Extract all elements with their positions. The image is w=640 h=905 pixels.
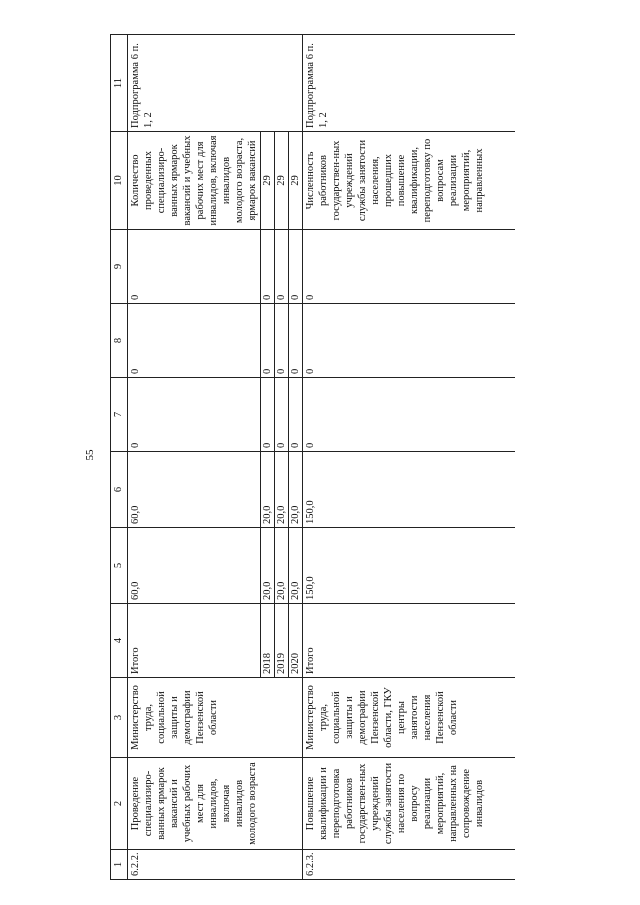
executor: Министерство труда, социальной защиты и демографии Пензенской области <box>128 678 303 758</box>
measure-name: Проведение специализиро-ванных ярмарок вакансий и учебных рабочих мест для инвалидов, включая инвалидов молодого возраста <box>128 758 303 850</box>
executor: Министерство труда, социальной защиты и демографии Пензенской области, ГКУ центры занятости населения Пензенской области <box>303 678 516 758</box>
total-value: 20,0 <box>289 528 303 604</box>
value-col7: 0 <box>261 378 275 452</box>
column-number: 7 <box>111 378 128 452</box>
total-value: 20,0 <box>261 528 275 604</box>
total-value: 60,0 <box>128 528 261 604</box>
row-number: 6.2.2. <box>128 850 303 880</box>
value-col7: 0 <box>303 378 516 452</box>
column-number: 4 <box>111 604 128 678</box>
program-reference: Подпрограмма 6 п. 1, 2 <box>128 35 303 132</box>
program-reference: Подпрограмма 6 п. 1, 2 <box>303 35 516 132</box>
indicator-value: 29 <box>275 132 289 230</box>
value-col8: 0 <box>289 304 303 378</box>
column-number: 9 <box>111 230 128 304</box>
column-number: 5 <box>111 528 128 604</box>
year-label: 2018 <box>261 604 275 678</box>
rotated-table-page <box>40 35 600 880</box>
value-col7: 0 <box>289 378 303 452</box>
year-label: 2020 <box>289 604 303 678</box>
value-col7: 0 <box>128 378 261 452</box>
column-number: 11 <box>111 35 128 132</box>
column-number: 2 <box>111 758 128 850</box>
period-label: Итого <box>128 604 261 678</box>
value-col7: 0 <box>275 378 289 452</box>
total-value: 20,0 <box>275 528 289 604</box>
measure-name: Повышение квалификации и переподготовка работников государствен-ных учреждений службы занятости населения по вопросу реализации мероприятий, направленных на сопровождение инвалидов <box>303 758 516 850</box>
budget-value: 20,0 <box>289 452 303 528</box>
value-col8: 0 <box>303 304 516 378</box>
page-number: 55 <box>84 449 96 461</box>
value-col8: 0 <box>261 304 275 378</box>
column-number: 6 <box>111 452 128 528</box>
value-col9: 0 <box>128 230 261 304</box>
indicator-value: 29 <box>289 132 303 230</box>
table-row <box>303 35 516 880</box>
column-number-row <box>111 35 128 880</box>
budget-value: 20,0 <box>261 452 275 528</box>
year-label: 2019 <box>275 604 289 678</box>
value-col8: 0 <box>128 304 261 378</box>
column-number: 1 <box>111 850 128 880</box>
indicator-text: Численность работников государствен-ных учреждений службы занятости населения, прошедших повышение квалификации, переподготовку по вопросам реализации мероприятий, направленных <box>303 132 516 230</box>
indicator-value: 29 <box>261 132 275 230</box>
row-number: 6.2.3. <box>303 850 516 880</box>
column-number: 10 <box>111 132 128 230</box>
program-measures-table <box>110 34 515 880</box>
budget-value: 60,0 <box>128 452 261 528</box>
indicator-text: Количество проведенных специализиро-ванных ярмарок вакансий и учебных рабочих мест для инвалидов, включая инвалидов молодого возраста, ярмарок вакансий <box>128 132 261 230</box>
value-col9: 0 <box>289 230 303 304</box>
table-row <box>128 35 261 880</box>
total-value: 150,0 <box>303 528 516 604</box>
period-label: Итого <box>303 604 516 678</box>
column-number: 3 <box>111 678 128 758</box>
value-col9: 0 <box>275 230 289 304</box>
value-col8: 0 <box>275 304 289 378</box>
column-number: 8 <box>111 304 128 378</box>
budget-value: 150,0 <box>303 452 516 528</box>
value-col9: 0 <box>303 230 516 304</box>
budget-value: 20,0 <box>275 452 289 528</box>
value-col9: 0 <box>261 230 275 304</box>
